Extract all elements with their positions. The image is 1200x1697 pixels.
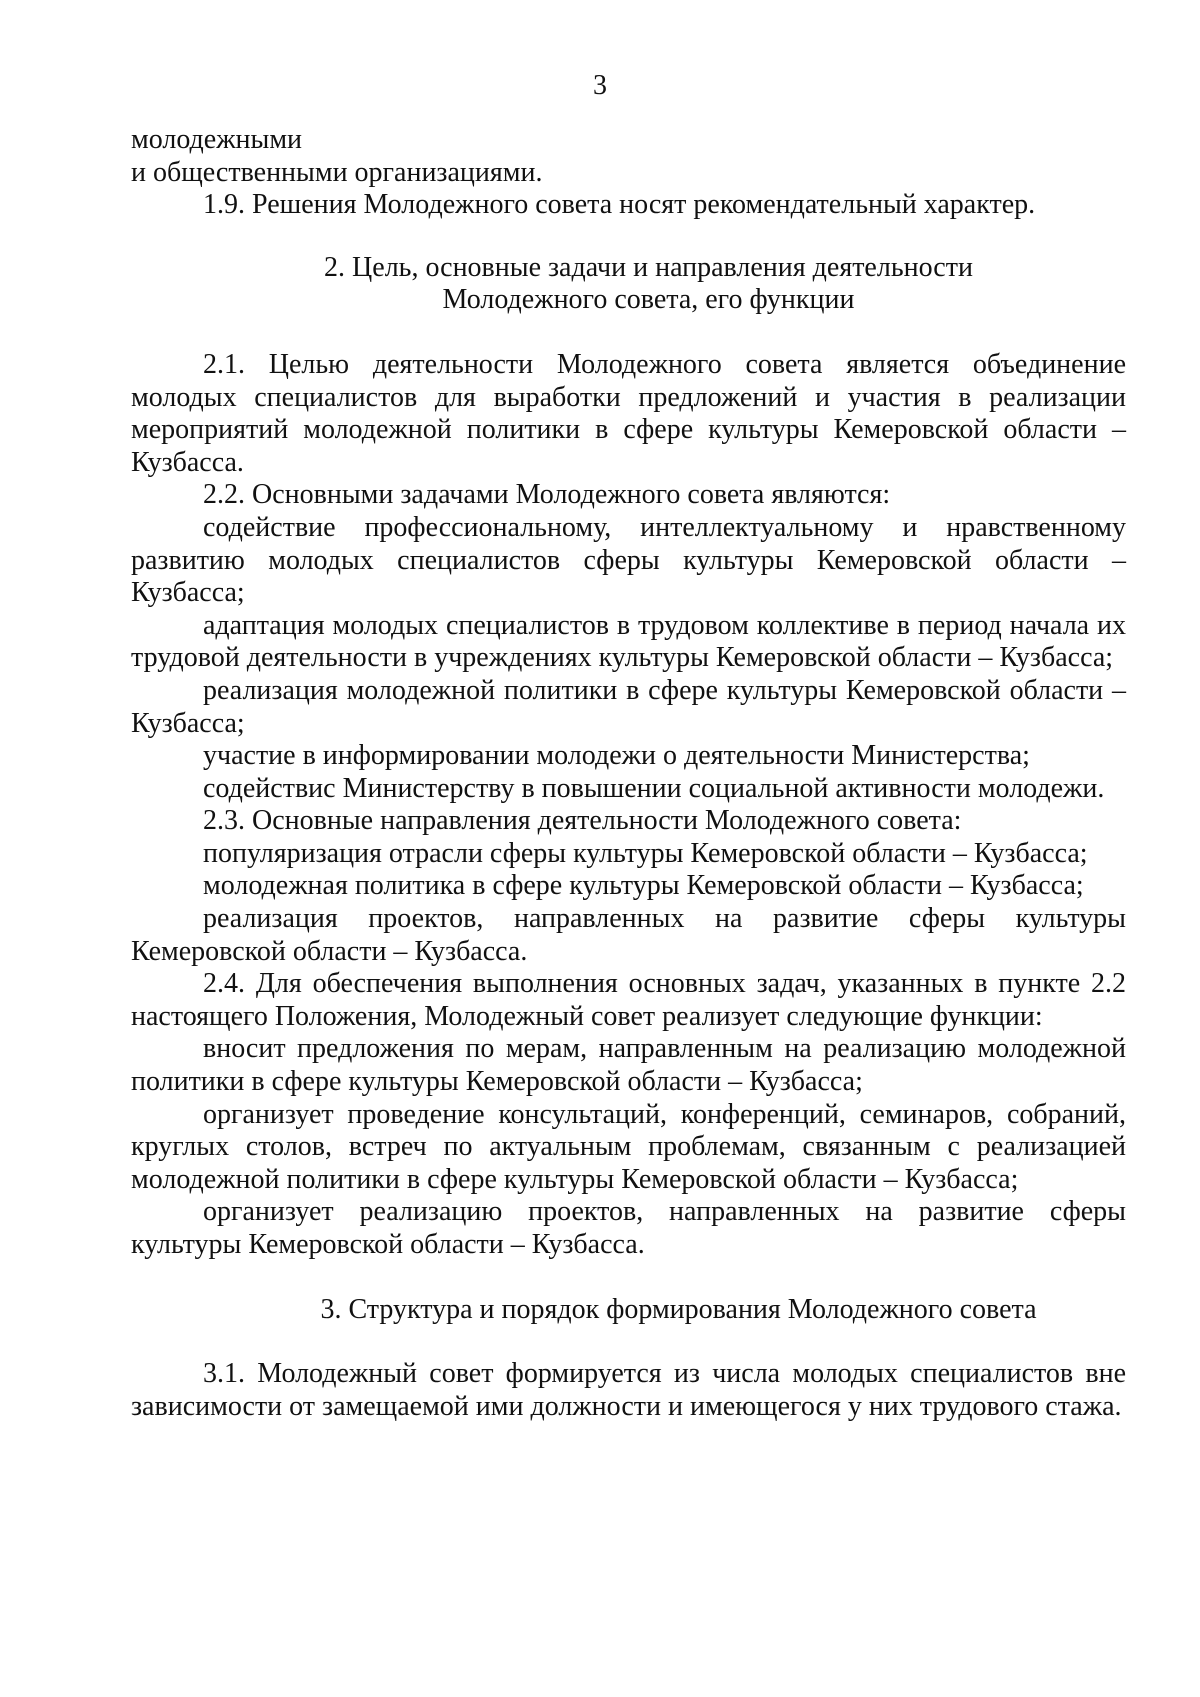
- function-item-2: организует проведение консультаций, конференций, семинаров, собраний, круглых столов, встреч по актуальным проблемам, связанным с реализацией молодежной политики в сфере культуры Кемеровской области – Кузбасса;: [131, 1098, 1126, 1195]
- direction-item-3: реализация проектов, направленных на развитие сферы культуры Кемеровской области – Кузбасса.: [131, 903, 1126, 967]
- function-item-1: вносит предложения по мерам, направленным на реализацию молодежной политики в сфере культуры Кемеровской области – Кузбасса;: [131, 1033, 1126, 1098]
- section-2-heading: [131, 252, 1126, 317]
- spacer: [131, 1326, 1126, 1358]
- section-3-heading: 3. Структура и порядок формирования Молодежного совета: [320, 1293, 1037, 1325]
- direction-item-1: популяризация отрасли сферы культуры Кемеровской области – Кузбасса;: [203, 837, 1088, 869]
- paragraph-2-4: 2.4. Для обеспечения выполнения основных задач, указанных в пункте 2.2 настоящего Положения, Молодежный совет реализует следующие функции:: [131, 968, 1126, 1032]
- page-number: 3: [593, 70, 607, 101]
- spacer: [131, 1262, 1126, 1294]
- opening-paragraph: [131, 124, 1126, 189]
- opening-line-1: молодежными: [131, 124, 303, 155]
- paragraph-3-1: 3.1. Молодежный совет формируется из числа молодых специалистов вне зависимости от замещаемой ими должности и имеющегося у них трудового стажа.: [131, 1358, 1126, 1422]
- task-item-1: содействие профессиональному, интеллектуальному и нравственному развитию молодых специалистов сферы культуры Кемеровской области – Кузбасса;: [131, 511, 1126, 609]
- task-item-5: содействис Министерству в повышении социальной активности молодежи.: [203, 772, 1105, 804]
- section-2-heading-line-1: 2. Цель, основные задачи и направления деятельности: [324, 251, 973, 283]
- paragraph-2-3: 2.3. Основные направления деятельности Молодежного совета:: [203, 805, 962, 837]
- paragraph-1-9: 1.9. Решения Молодежного совета носят рекомендательный характер.: [203, 189, 1036, 221]
- direction-item-2: молодежная политика в сфере культуры Кемеровской области – Кузбасса;: [203, 870, 1084, 902]
- task-item-2: адаптация молодых специалистов в трудовом коллективе в период начала их трудовой деятельности в учреждениях культуры Кемеровской области – Кузбасса;: [131, 609, 1126, 674]
- opening-line-2: и общественными организациями.: [131, 156, 543, 188]
- spacer: [131, 222, 1126, 252]
- paragraph-2-2: 2.2. Основными задачами Молодежного совета являются:: [203, 479, 891, 511]
- section-2-heading-line-2: Молодежного совета, его функции: [442, 284, 855, 316]
- spacer: [131, 317, 1126, 349]
- task-item-3: реализация молодежной политики в сфере культуры Кемеровской области – Кузбасса;: [131, 674, 1126, 739]
- task-item-4: участие в информировании молодежи о деятельности Министерства;: [203, 740, 1030, 772]
- paragraph-2-1: 2.1. Целью деятельности Молодежного совета является объединение молодых специалистов для выработки предложений и участия в реализации мероприятий молодежной политики в сфере культуры Кемеровской области – Кузбасса.: [131, 348, 1126, 478]
- function-item-3: организует реализацию проектов, направленных на развитие сферы культуры Кемеровской области – Кузбасса.: [131, 1196, 1126, 1260]
- document-body: [131, 124, 1126, 1423]
